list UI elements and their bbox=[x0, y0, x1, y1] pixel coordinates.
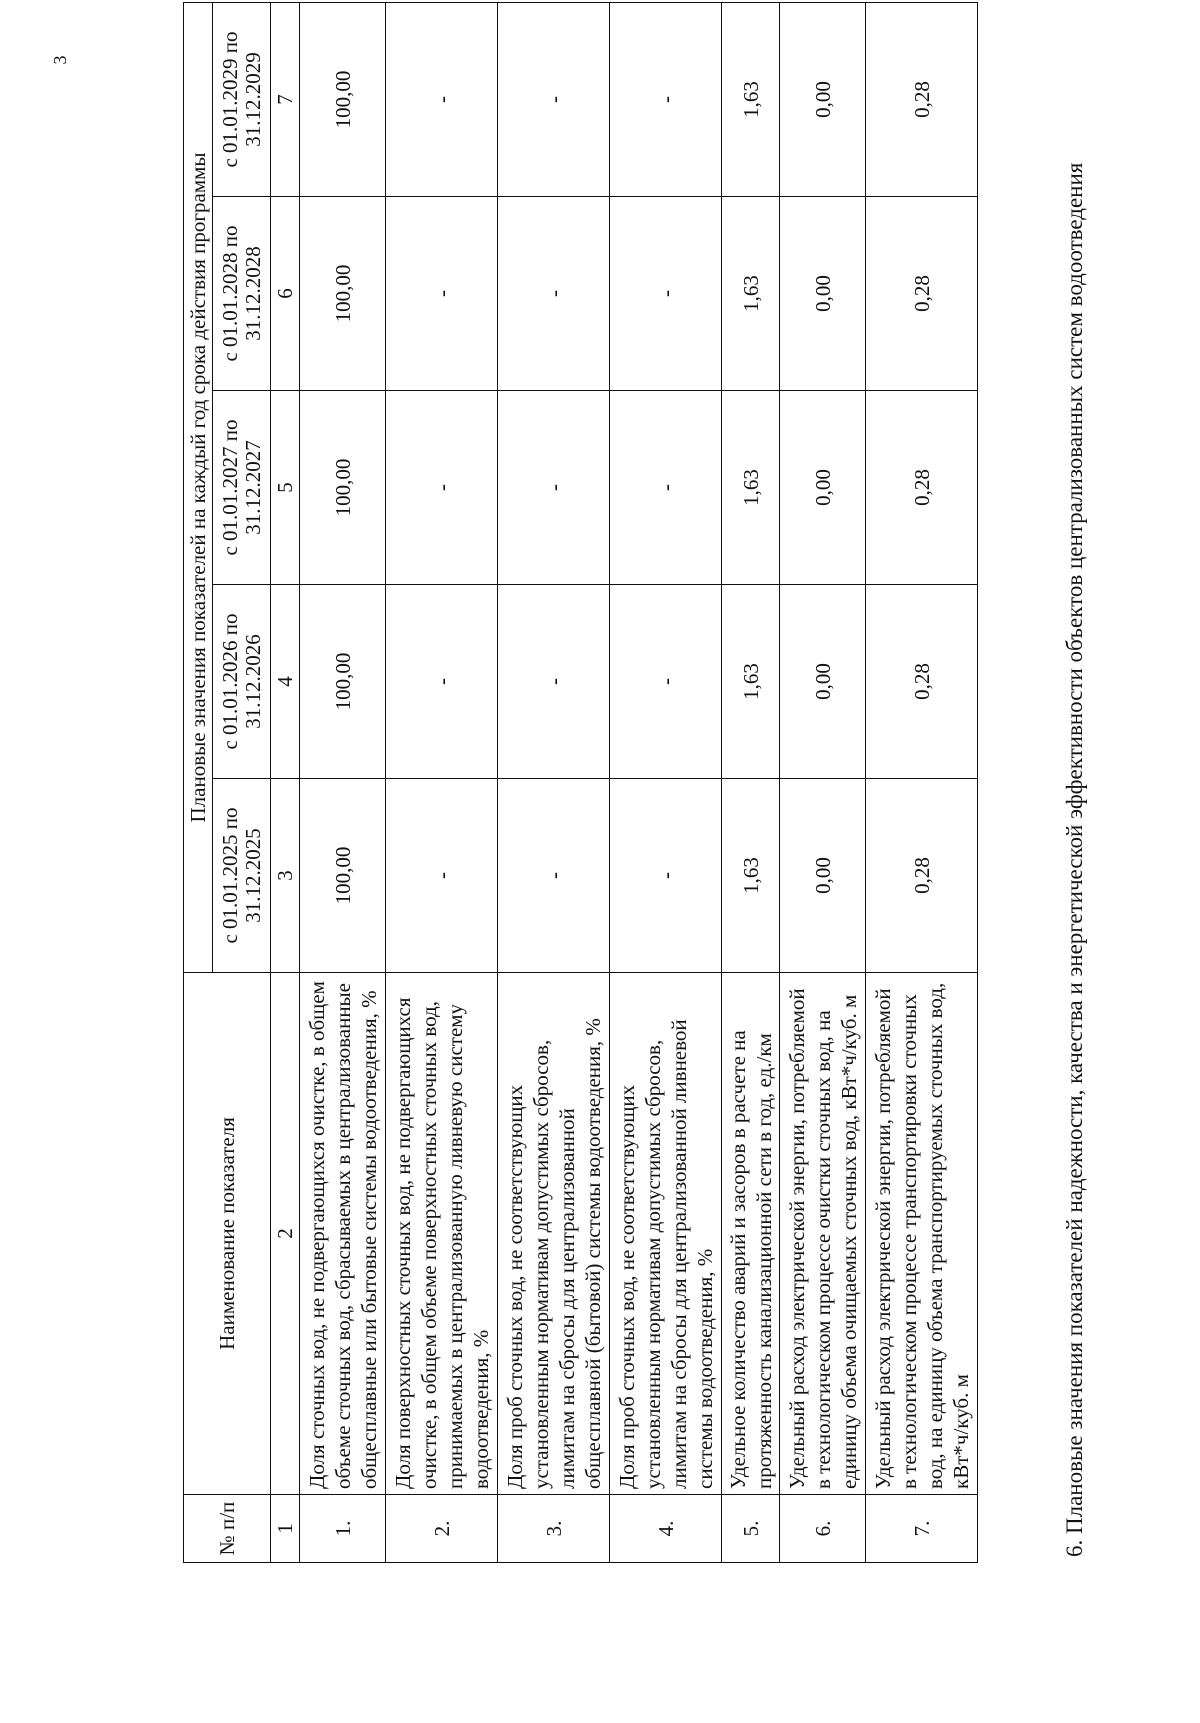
section-heading: 6. Плановые значения показателей надежности, качества и энергетической эффективности объектов централизованных систем водоотведения bbox=[1062, 162, 1087, 1557]
value-cell: 0,00 bbox=[780, 197, 866, 391]
value-cell: - bbox=[498, 585, 610, 779]
col-number: 2 bbox=[271, 973, 300, 1495]
table-row bbox=[780, 2, 866, 1562]
value-cell: 0,00 bbox=[780, 585, 866, 779]
value-cell: - bbox=[610, 391, 722, 585]
value-cell: - bbox=[386, 585, 498, 779]
indicator-name: Удельный расход электрической энергии, потребляемой в технологическом процессе очистки сточных вод, на единицу объема очищаемых сточных вод, кВт*ч/куб. м bbox=[780, 973, 866, 1495]
col-number: 3 bbox=[271, 779, 300, 973]
value-cell: 0,00 bbox=[780, 391, 866, 585]
value-cell: 0,28 bbox=[866, 779, 978, 973]
value-cell: - bbox=[498, 391, 610, 585]
value-cell: 1,63 bbox=[722, 585, 780, 779]
value-cell: 1,63 bbox=[722, 197, 780, 391]
table-row bbox=[866, 2, 978, 1562]
value-cell: 100,00 bbox=[300, 779, 386, 973]
value-cell: - bbox=[386, 2, 498, 196]
row-number: 1. bbox=[300, 1495, 386, 1563]
value-cell: - bbox=[610, 2, 722, 196]
table-row bbox=[498, 2, 610, 1562]
value-cell: - bbox=[498, 2, 610, 196]
value-cell: 100,00 bbox=[300, 391, 386, 585]
value-cell: - bbox=[386, 197, 498, 391]
value-cell: 100,00 bbox=[300, 2, 386, 196]
value-cell: 100,00 bbox=[300, 585, 386, 779]
row-number: 6. bbox=[780, 1495, 866, 1563]
value-cell: 0,28 bbox=[866, 2, 978, 196]
value-cell: - bbox=[386, 779, 498, 973]
value-cell: 0,28 bbox=[866, 585, 978, 779]
indicator-name: Доля сточных вод, не подвергающихся очистке, в общем объеме сточных вод, сбрасываемых в централизованные общесплавные или бытовые системы водоотведения, % bbox=[300, 973, 386, 1495]
value-cell: 0,28 bbox=[866, 391, 978, 585]
value-cell: 0,00 bbox=[780, 2, 866, 196]
period-header: с 01.01.2028 по 31.12.2028 bbox=[213, 197, 271, 391]
col-number: 5 bbox=[271, 391, 300, 585]
period-header: с 01.01.2026 по 31.12.2026 bbox=[213, 585, 271, 779]
value-cell: 100,00 bbox=[300, 197, 386, 391]
value-cell: 1,63 bbox=[722, 779, 780, 973]
value-cell: 0,28 bbox=[866, 197, 978, 391]
value-cell: - bbox=[610, 585, 722, 779]
col-no-header: № п/п bbox=[184, 1495, 271, 1563]
value-cell: - bbox=[386, 391, 498, 585]
indicators-table bbox=[183, 2, 978, 1563]
col-name-header: Наименование показателя bbox=[184, 973, 271, 1495]
value-cell: - bbox=[498, 197, 610, 391]
period-header: с 01.01.2029 по 31.12.2029 bbox=[213, 2, 271, 196]
row-number: 4. bbox=[610, 1495, 722, 1563]
value-cell: - bbox=[610, 779, 722, 973]
table-row bbox=[610, 2, 722, 1562]
value-cell: 1,63 bbox=[722, 2, 780, 196]
row-number: 3. bbox=[498, 1495, 610, 1563]
indicator-name: Удельный расход электрической энергии, потребляемой в технологическом процессе транспортировки сточных вод, на единицу объема транспортируемых сточных вод, кВт*ч/куб. м bbox=[866, 973, 978, 1495]
row-number: 5. bbox=[722, 1495, 780, 1563]
table-row bbox=[386, 2, 498, 1562]
indicator-name: Доля поверхностных сточных вод, не подвергающихся очистке, в общем объеме поверхностных сточных вод, принимаемых в централизованную ливневую систему водоотведения, % bbox=[386, 973, 498, 1495]
indicator-name: Доля проб сточных вод, не соответствующих установленным нормативам допустимых сбросов, лимитам на сбросы для централизованной общесплавной (бытовой) системы водоотведения, % bbox=[498, 973, 610, 1495]
col-group-header: Плановые значения показателей на каждый год срока действия программы bbox=[184, 2, 213, 972]
value-cell: - bbox=[610, 197, 722, 391]
row-number: 7. bbox=[866, 1495, 978, 1563]
page-number: 3 bbox=[50, 55, 70, 65]
col-number: 1 bbox=[271, 1495, 300, 1563]
period-header: с 01.01.2027 по 31.12.2027 bbox=[213, 391, 271, 585]
value-cell: 0,00 bbox=[780, 779, 866, 973]
col-number: 4 bbox=[271, 585, 300, 779]
col-number: 6 bbox=[271, 197, 300, 391]
value-cell: 1,63 bbox=[722, 391, 780, 585]
value-cell: - bbox=[498, 779, 610, 973]
col-number: 7 bbox=[271, 2, 300, 196]
table-row bbox=[300, 2, 386, 1562]
period-header: с 01.01.2025 по 31.12.2025 bbox=[213, 779, 271, 973]
row-number: 2. bbox=[386, 1495, 498, 1563]
table-row bbox=[722, 2, 780, 1562]
indicator-name: Удельное количество аварий и засоров в расчете на протяженность канализационной сети в год, ед./км bbox=[722, 973, 780, 1495]
indicator-name: Доля проб сточных вод, не соответствующих установленным нормативам допустимых сбросов, лимитам на сбросы для централизованной ливневой системы водоотведения, % bbox=[610, 973, 722, 1495]
